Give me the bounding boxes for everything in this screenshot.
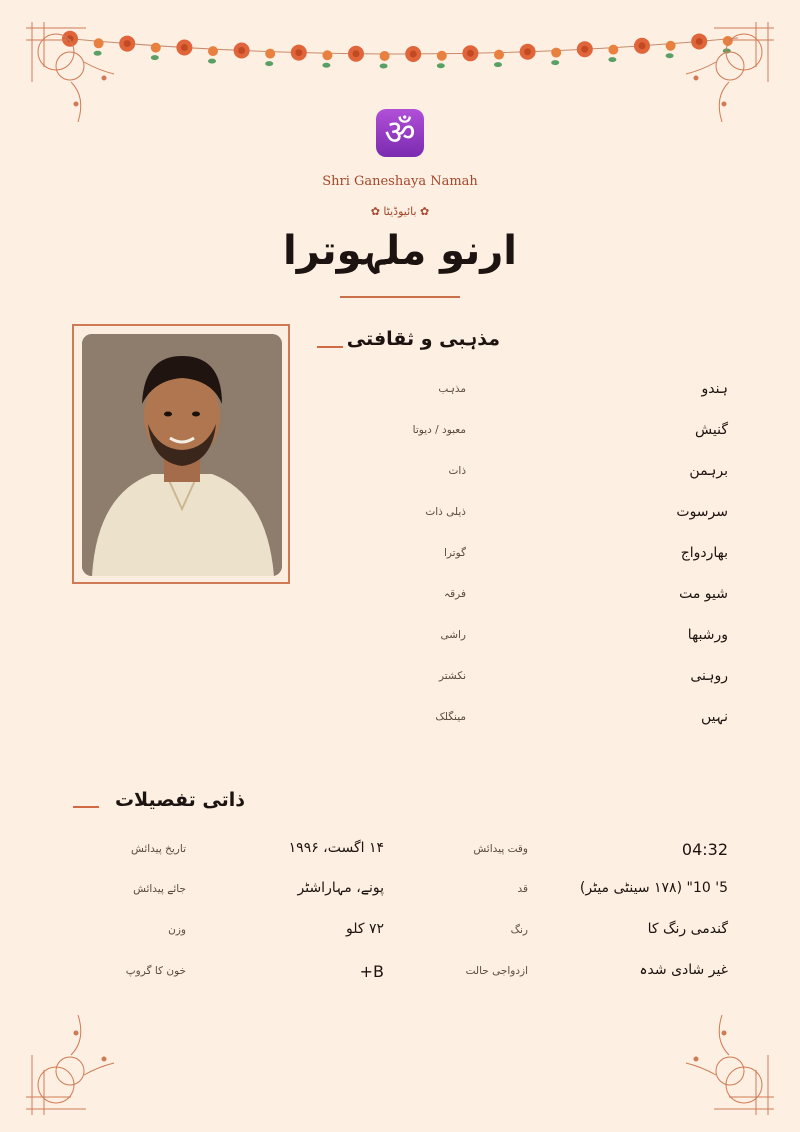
corner-ornament-bottom-right <box>684 1005 774 1115</box>
personal-left-label: جائے پیدائش <box>133 883 186 895</box>
personal-right-label: ازدواجی حالت <box>465 965 528 977</box>
personal-section-dash <box>73 806 99 808</box>
profile-photo <box>82 334 282 576</box>
religious-row-value: روہنی <box>690 668 728 684</box>
personal-right-value: غیر شادی شدہ <box>639 962 728 978</box>
corner-ornament-bottom-left <box>26 1005 116 1115</box>
religious-section-dash <box>317 346 343 348</box>
religious-row-value: برہمن <box>689 463 728 479</box>
religious-row-label: مذہب <box>438 383 466 395</box>
religious-row-label: نکشتر <box>438 670 466 682</box>
religious-row-label: گوترا <box>443 547 466 559</box>
religious-row-value: گنیش <box>695 422 728 438</box>
religious-row-label: ذیلی ذات <box>425 506 466 518</box>
personal-right-value: 04:32 <box>681 840 728 859</box>
religious-row-label: ذات <box>448 465 466 477</box>
personal-right-label: وقت پیدائش <box>473 843 528 855</box>
religious-row-label: راشی <box>440 629 466 641</box>
religious-row-value: بھاردواج <box>680 545 728 561</box>
biodata-label: ✿ بائیوڈیٹا ✿ <box>370 205 430 218</box>
religious-row-label: معبود / دیوتا <box>412 424 466 436</box>
personal-left-value: B+ <box>359 962 384 981</box>
personal-right-value: گندمی رنگ کا <box>647 921 728 937</box>
personal-right-label: قد <box>517 883 528 895</box>
personal-left-label: خون کا گروپ <box>125 965 186 977</box>
religious-section-title: مذہبی و ثقافتی <box>346 328 500 350</box>
religious-row-value: شیو مت <box>679 586 728 602</box>
candidate-name: ارنو ملہوترا <box>283 228 517 274</box>
personal-left-value: پونے، مہاراشٹر <box>297 880 384 896</box>
personal-left-value: ۱۴ اگست، ۱۹۹۶ <box>288 840 384 856</box>
personal-right-label: رنگ <box>510 924 528 936</box>
personal-left-label: وزن <box>168 924 186 936</box>
corner-ornament-top-right <box>684 22 774 132</box>
flower-garland <box>0 0 800 120</box>
religious-row-value: نہیں <box>701 709 728 725</box>
corner-ornament-top-left <box>26 22 116 132</box>
personal-left-label: تاریخ پیدائش <box>130 843 186 855</box>
personal-right-value: 5' 10" (۱۷۸ سینٹی میٹر) <box>579 880 728 896</box>
religious-row-label: مینگلک <box>435 711 466 723</box>
personal-left-value: ۷۲ کلو <box>345 921 384 937</box>
personal-section-title: ذاتی تفصیلات <box>114 789 245 811</box>
name-underline <box>340 296 460 298</box>
religious-row-value: ورشبھا <box>687 627 728 643</box>
invocation-text: Shri Ganeshaya Namah <box>322 174 478 189</box>
om-icon: ॐ <box>376 109 424 157</box>
religious-row-label: فرقہ <box>444 588 466 600</box>
religious-row-value: سرسوت <box>676 504 728 520</box>
religious-row-value: ہندو <box>701 381 728 397</box>
